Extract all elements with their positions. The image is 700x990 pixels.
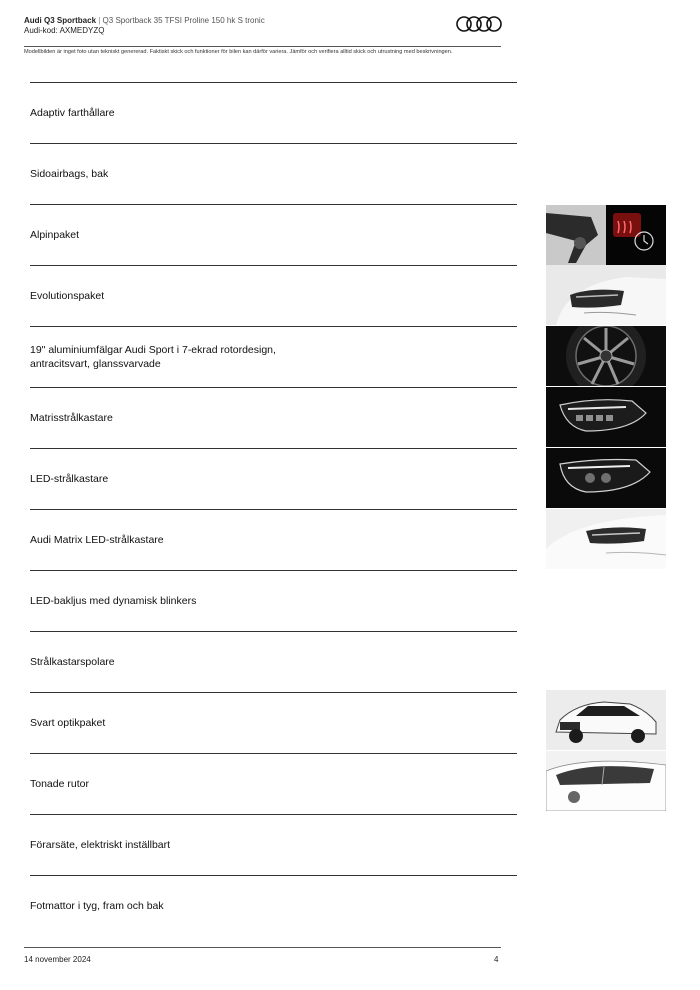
disclaimer-text: Modellbilden är inget foto utan tekniskt genererad. Faktiskt skick och funktioner för bilen kan därför variera. Jämför och verifiera alltid skick och utrustning med beskrivningen.: [24, 49, 453, 55]
equipment-row: [30, 875, 517, 936]
footer-divider: [24, 947, 501, 948]
led-headlight-image: [546, 448, 666, 508]
equipment-row: [30, 143, 517, 204]
model-name: Audi Q3 Sportback: [24, 16, 97, 25]
audi-rings-logo-icon: [455, 15, 503, 33]
equipment-row: [30, 448, 517, 509]
white-q3-sportback-image: [546, 690, 666, 750]
heated-seat-and-tow-hitch-image: [546, 205, 666, 265]
headlight-closeup-image: [546, 265, 666, 325]
equipment-label: Audi Matrix LED-strålkastare: [30, 534, 164, 546]
equipment-label: Alpinpaket: [30, 229, 80, 241]
equipment-label: Tonade rutor: [30, 778, 89, 790]
equipment-row: [30, 265, 517, 326]
equipment-label: Evolutionspaket: [30, 290, 105, 302]
page-number: 4: [494, 955, 499, 964]
equipment-label: LED-strålkastare: [30, 473, 109, 485]
equipment-row: [30, 82, 517, 143]
equipment-label: Strålkastarspolare: [30, 656, 115, 668]
equipment-row: [30, 692, 517, 753]
audi-code: Audi-kod: AXMEDYZQ: [24, 26, 105, 35]
header-divider: [24, 46, 501, 47]
equipment-label: Adaptiv farthållare: [30, 107, 115, 119]
tinted-windows-image: [546, 751, 666, 811]
equipment-label: Sidoairbags, bak: [30, 168, 109, 180]
rotor-design-wheel-image: [546, 326, 666, 386]
equipment-row: [30, 631, 517, 692]
front-headlight-image: [546, 509, 666, 569]
equipment-row: [30, 387, 517, 448]
equipment-row: [30, 753, 517, 814]
model-variant: Q3 Sportback 35 TFSI Proline 150 hk S tronic: [102, 16, 265, 25]
document-header: [24, 16, 504, 36]
equipment-row: [30, 509, 517, 570]
title-separator: |: [96, 16, 103, 25]
equipment-list: [30, 82, 517, 936]
equipment-row: [30, 814, 517, 875]
equipment-label: Fotmattor i tyg, fram och bak: [30, 900, 164, 912]
equipment-row: [30, 326, 517, 387]
equipment-label: 19" aluminiumfälgar Audi Sport i 7-ekrad rotordesign, antracitsvart, glanssvarvade: [30, 344, 276, 370]
matrix-headlight-image: [546, 387, 666, 447]
equipment-label: Matrisstrålkastare: [30, 412, 113, 424]
footer-date: 14 november 2024: [24, 955, 91, 964]
equipment-label: Förarsäte, elektriskt inställbart: [30, 839, 171, 851]
equipment-label: LED-bakljus med dynamisk blinkers: [30, 595, 197, 607]
equipment-row: [30, 570, 517, 631]
equipment-label: Svart optikpaket: [30, 717, 106, 729]
model-line: [24, 16, 504, 26]
equipment-row: [30, 204, 517, 265]
